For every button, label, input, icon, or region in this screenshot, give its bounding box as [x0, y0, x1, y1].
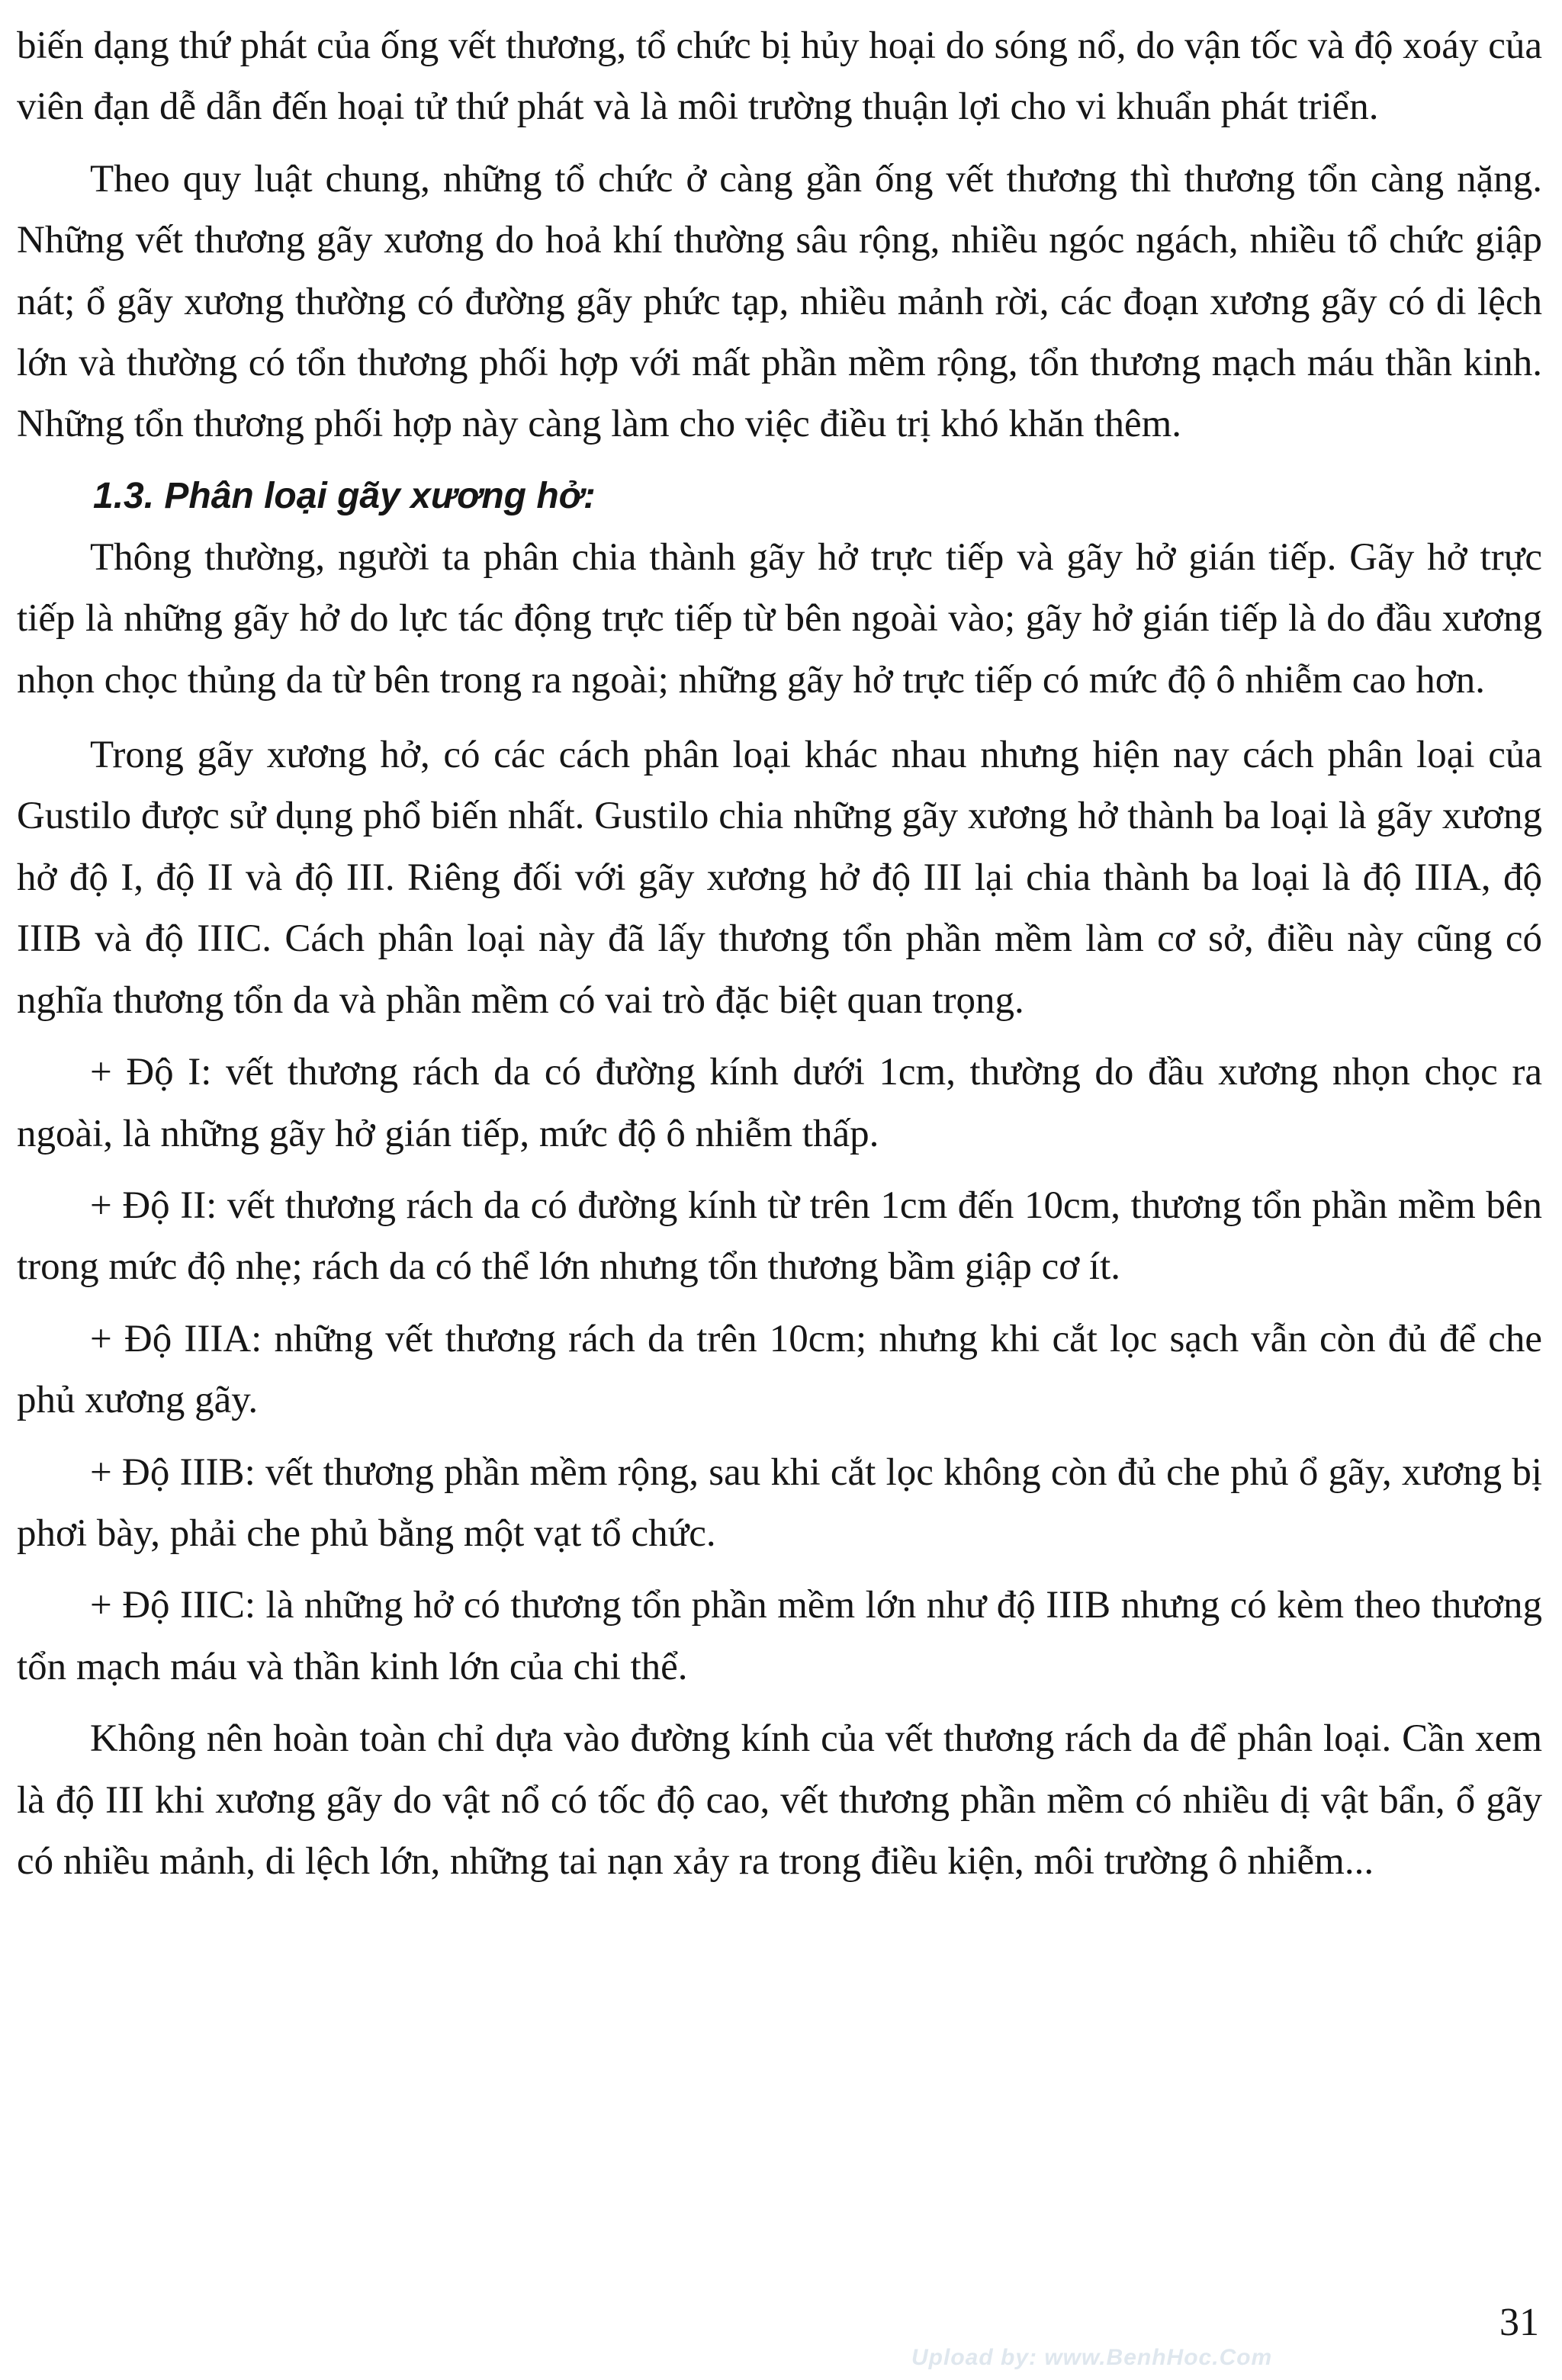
- upload-watermark: Upload by: www.BenhHoc.Com: [911, 2345, 1273, 2370]
- paragraph-continued-wound-cavity: biến dạng thứ phát của ống vết thương, tổ chức bị hủy hoại do sóng nổ, do vận tốc và độ xoáy của viên đạn dễ dẫn đến hoại tử thứ phát và là môi trường thuận lợi cho vi khuẩn phát triển.: [17, 24, 1542, 129]
- page-number: 31: [1499, 2301, 1539, 2344]
- list-item-grade-3b: + Độ IIIB: vết thương phần mềm rộng, sau khi cắt lọc không còn đủ che phủ ổ gãy, xương bị phơi bày, phải che phủ bằng một vạt tổ chức.: [17, 1450, 1542, 1555]
- list-item-grade-2: + Độ II: vết thương rách da có đường kính từ trên 1cm đến 10cm, thương tổn phần mềm bên trong mức độ nhẹ; rách da có thể lớn nhưng tổn thương bầm giập cơ ít.: [17, 1184, 1542, 1289]
- list-item-grade-3a: + Độ IIIA: những vết thương rách da trên 10cm; nhưng khi cắt lọc sạch vẫn còn đủ để che phủ xương gãy.: [17, 1317, 1542, 1422]
- section-heading-open-fracture-classification: 1.3. Phân loại gãy xương hở:: [93, 475, 596, 516]
- document-page: [17, 15, 1542, 1892]
- paragraph-closing-note: Không nên hoàn toàn chỉ dựa vào đường kính của vết thương rách da để phân loại. Cần xem là độ III khi xương gãy do vật nổ có tốc độ cao, vết thương phần mềm có nhiều dị vật bẩn, ổ gãy có nhiều mảnh, di lệch lớn, những tai nạn xảy ra trong điều kiện, môi trường ô nhiễm...: [17, 1717, 1542, 1883]
- paragraph-gustilo-classification: Trong gãy xương hở, có các cách phân loại khác nhau nhưng hiện nay cách phân loại của Gustilo được sử dụng phổ biến nhất. Gustilo chia những gãy xương hở thành ba loại là gãy xương hở độ I, độ II và độ III. Riêng đối với gãy xương hở độ III lại chia thành ba loại là độ IIIA, độ IIIB và độ IIIC. Cách phân loại này đã lấy thương tổn phần mềm làm cơ sở, điều này cũng có nghĩa thương tổn da và phần mềm có vai trò đặc biệt quan trọng.: [17, 734, 1542, 1022]
- paragraph-direct-indirect: Thông thường, người ta phân chia thành gãy hở trực tiếp và gãy hở gián tiếp. Gãy hở trực tiếp là những gãy hở do lực tác động trực tiếp từ bên ngoài vào; gãy hở gián tiếp là do đầu xương nhọn chọc thủng da từ bên trong ra ngoài; những gãy hở trực tiếp có mức độ ô nhiễm cao hơn.: [17, 535, 1542, 702]
- list-item-grade-1: + Độ I: vết thương rách da có đường kính dưới 1cm, thường do đầu xương nhọn chọc ra ngoài, là những gãy hở gián tiếp, mức độ ô nhiễm thấp.: [17, 1051, 1542, 1155]
- list-item-grade-3c: + Độ IIIC: là những hở có thương tổn phần mềm lớn như độ IIIB nhưng có kèm theo thương tổn mạch máu và thần kinh lớn của chi thể.: [17, 1584, 1542, 1688]
- paragraph-general-rule: Theo quy luật chung, những tổ chức ở càng gần ống vết thương thì thương tổn càng nặng. Những vết thương gãy xương do hoả khí thường sâu rộng, nhiều ngóc ngách, nhiều tổ chức giập nát; ổ gãy xương thường có đường gãy phức tạp, nhiều mảnh rời, các đoạn xương gãy có di lệch lớn và thường có tổn thương phối hợp với mất phần mềm rộng, tổn thương mạch máu thần kinh. Những tổn thương phối hợp này càng làm cho việc điều trị khó khăn thêm.: [17, 157, 1542, 446]
